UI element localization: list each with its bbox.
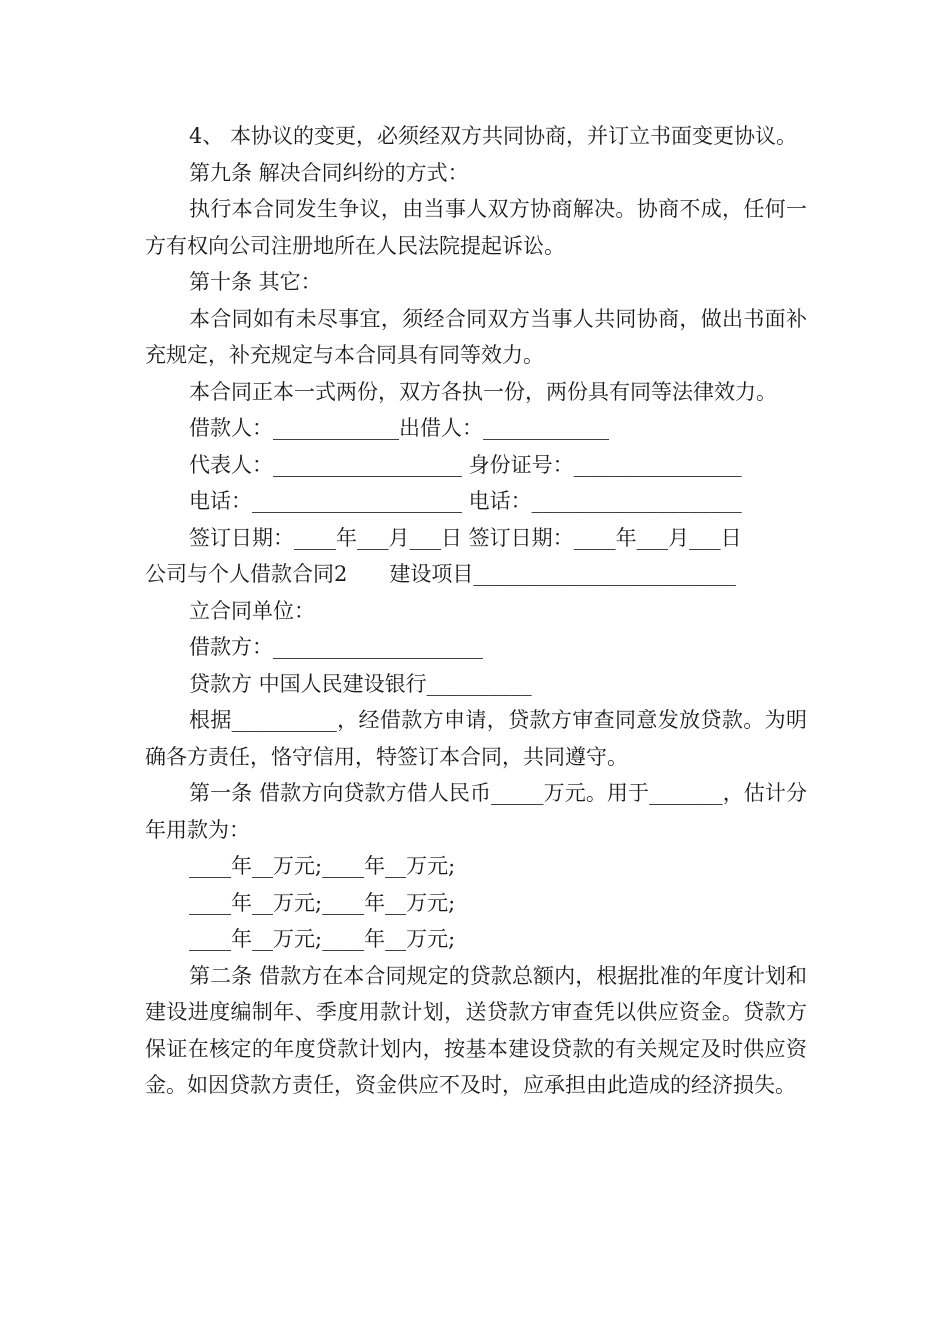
signature-line-parties: 借款人：____________出借人：____________: [189, 416, 609, 440]
article-9-heading: 第九条 解决合同纠纷的方式：: [189, 160, 469, 185]
article-2-paragraph: 第二条 借款方在本合同规定的贷款总额内，根据批准的年度计划和建设进度编制年、季度用款计划，送贷款方审查凭以供应资金。贷款方保证在核定的年度贷款计划内，按基本建设贷款的有关规定及时供应资金。如因贷款方责任，资金供应不及时，应承担由此造成的经济损失。: [145, 963, 807, 1097]
borrower-line: 借款方：____________________: [189, 635, 483, 659]
article-1-paragraph: 第一条 借款方向贷款方借人民币_____万元。用于_______，估计分年用款为：: [145, 781, 807, 842]
document-body: [145, 118, 807, 1104]
paragraph-basis: 根据__________，经借款方申请，贷款方审查同意发放贷款。为明确各方责任，恪守信用，特签订本合同，共同遵守。: [145, 708, 807, 769]
paragraph-dispute-resolution: 执行本合同发生争议，由当事人双方协商解决。协商不成，任何一方有权向公司注册地所在人民法院提起诉讼。: [145, 197, 807, 258]
lender-line: 贷款方 中国人民建设银行__________: [189, 671, 532, 696]
contract-2-title-line: 公司与个人借款合同2 建设项目_________________________: [145, 562, 736, 586]
yearly-amount-line-3: ____年__万元;____年__万元;: [189, 927, 456, 951]
yearly-amount-line-1: ____年__万元;____年__万元;: [189, 854, 456, 878]
signature-line-phone: 电话：____________________ 电话：____________________: [189, 489, 742, 513]
paragraph-supplementary: 本合同如有未尽事宜，须经合同双方当事人共同协商，做出书面补充规定，补充规定与本合同具有同等效力。: [145, 306, 807, 367]
signature-line-date: 签订日期：____年___月___日 签订日期：____年___月___日: [189, 525, 742, 550]
signature-line-representative: 代表人：__________________ 身份证号：________________: [189, 452, 742, 477]
paragraph-copies: 本合同正本一式两份，双方各执一份，两份具有同等法律效力。: [189, 379, 777, 404]
contracting-units-heading: 立合同单位：: [189, 598, 315, 623]
paragraph-clause-4: 4、 本协议的变更，必须经双方共同协商，并订立书面变更协议。: [189, 124, 798, 148]
article-10-heading: 第十条 其它：: [189, 270, 322, 294]
yearly-amount-line-2: ____年__万元;____年__万元;: [189, 890, 456, 915]
